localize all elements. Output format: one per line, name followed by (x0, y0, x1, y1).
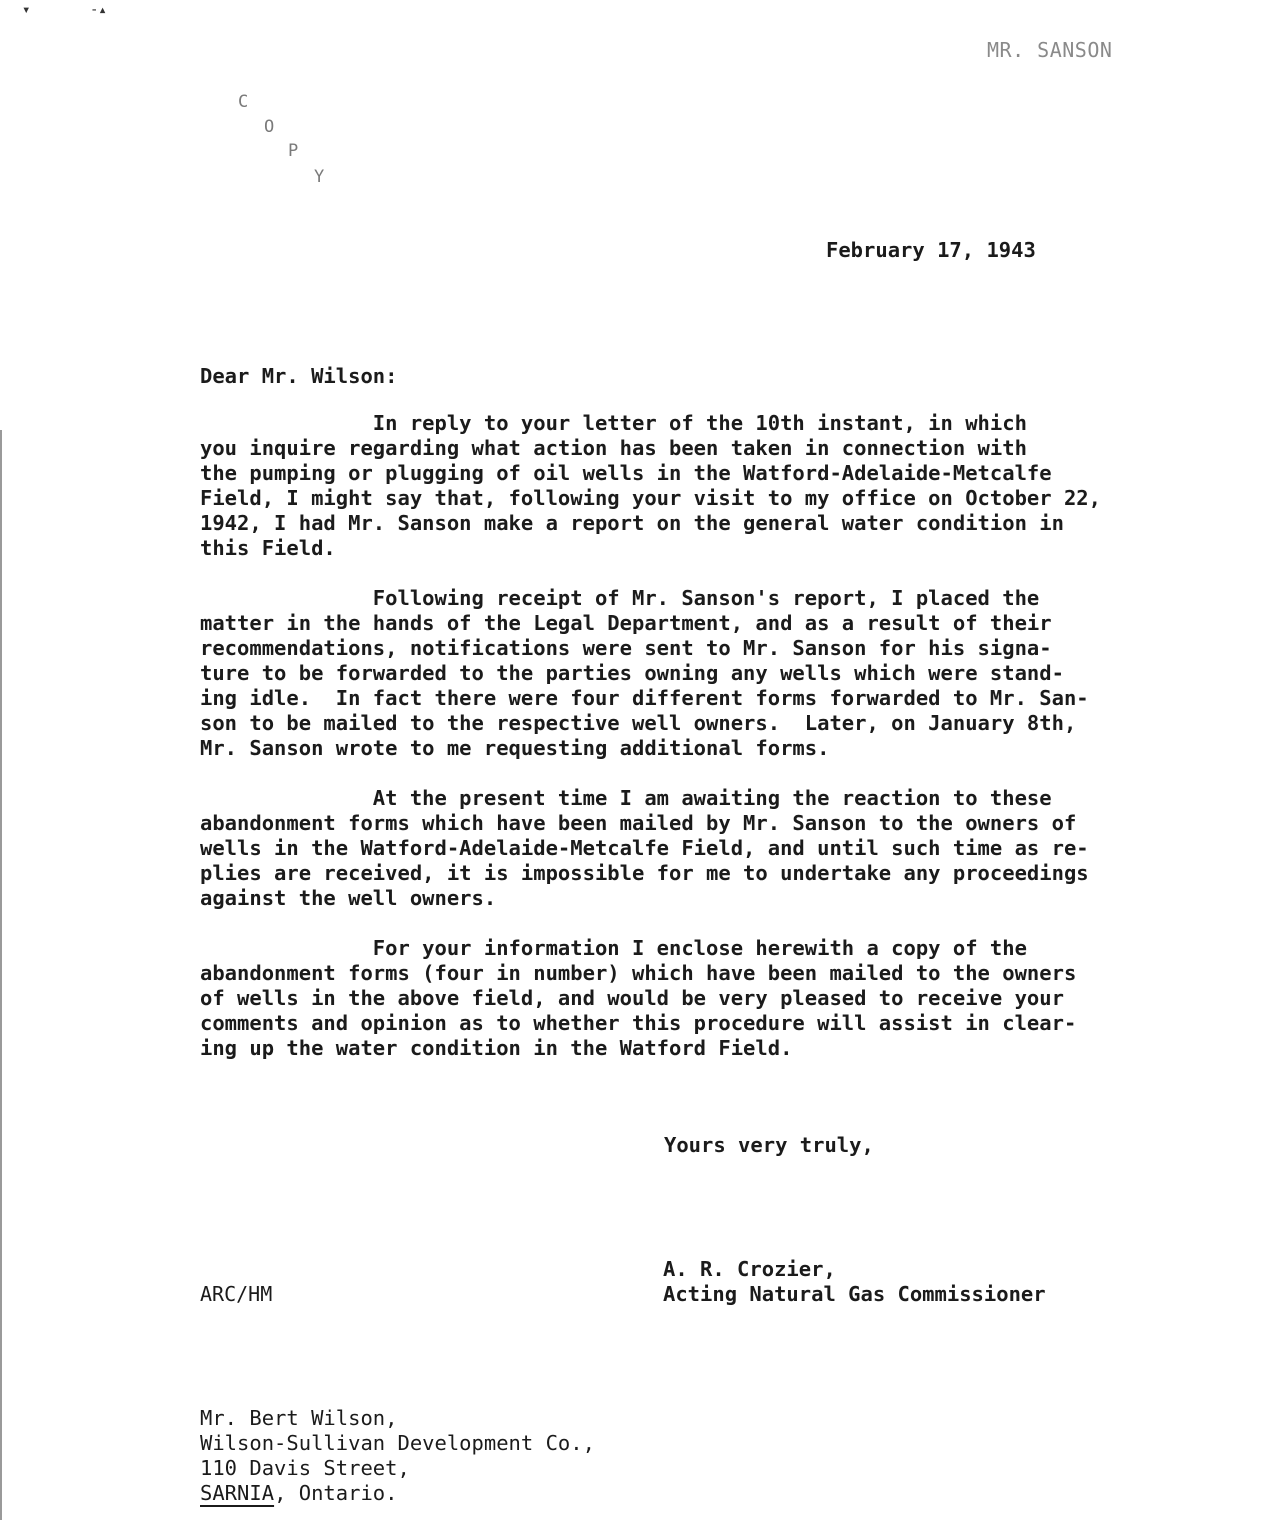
paragraph-line: Following receipt of Mr. Sanson's report, I placed the (200, 586, 1040, 610)
recipient-province: , Ontario. (274, 1481, 398, 1505)
recipient-name: Mr. Bert Wilson, (200, 1406, 398, 1430)
routing-stamp: MR. SANSON (987, 38, 1113, 62)
paragraph-line: the pumping or plugging of oil wells in the Watford-Adelaide-Metcalfe (200, 461, 1052, 485)
paragraph-line: abandonment forms (four in number) which have been mailed to the owners (200, 961, 1077, 985)
paragraph-line: ture to be forwarded to the parties owning any wells which were stand- (200, 661, 1064, 685)
scan-mark: -▴ (90, 2, 107, 18)
copy-mark-letter: Y (314, 167, 325, 187)
body-paragraph (200, 936, 1120, 1061)
body-paragraph (200, 586, 1120, 761)
copy-mark-letter: C (238, 92, 249, 112)
recipient-street: 110 Davis Street, (200, 1456, 410, 1480)
paragraph-line: At the present time I am awaiting the reaction to these (200, 786, 1052, 810)
paragraph-line: ing up the water condition in the Watford Field. (200, 1036, 793, 1060)
scan-mark: ▾ (22, 2, 31, 18)
paragraph-line: In reply to your letter of the 10th instant, in which (200, 411, 1027, 435)
paragraph-line: 1942, I had Mr. Sanson make a report on the general water condition in (200, 511, 1064, 535)
paragraph-line: you inquire regarding what action has been taken in connection with (200, 436, 1027, 460)
paragraph-line: For your information I enclose herewith a copy of the (200, 936, 1027, 960)
paragraph-line: plies are received, it is impossible for me to undertake any proceedings (200, 861, 1089, 885)
paragraph-line: against the well owners. (200, 886, 497, 910)
recipient-city-line (200, 1481, 595, 1506)
paragraph-line: Field, I might say that, following your visit to my office on October 22, (200, 486, 1101, 510)
paragraph-line: ing idle. In fact there were four different forms forwarded to Mr. San- (200, 686, 1089, 710)
body-paragraph (200, 411, 1120, 561)
paragraph-line: son to be mailed to the respective well owners. Later, on January 8th, (200, 711, 1077, 735)
reference-initials: ARC/HM (200, 1282, 273, 1306)
recipient-company: Wilson-Sullivan Development Co., (200, 1431, 595, 1455)
recipient-address (200, 1406, 595, 1506)
scan-edge-line (0, 430, 2, 1520)
paragraph-line: Mr. Sanson wrote to me requesting additional forms. (200, 736, 830, 760)
paragraph-line: abandonment forms which have been mailed by Mr. Sanson to the owners of (200, 811, 1077, 835)
paragraph-line: matter in the hands of the Legal Department, and as a result of their (200, 611, 1052, 635)
paragraph-line: recommendations, notifications were sent to Mr. Sanson for his signa- (200, 636, 1052, 660)
copy-mark-letter: O (264, 117, 275, 137)
body-paragraph (200, 786, 1120, 911)
paragraph-line: comments and opinion as to whether this procedure will assist in clear- (200, 1011, 1077, 1035)
copy-mark-letter: P (288, 141, 299, 161)
salutation: Dear Mr. Wilson: (200, 364, 398, 388)
paragraph-line: this Field. (200, 536, 336, 560)
signatory-name: A. R. Crozier, (663, 1257, 836, 1281)
paragraph-line: wells in the Watford-Adelaide-Metcalfe Field, and until such time as re- (200, 836, 1089, 860)
recipient-city: SARNIA (200, 1481, 275, 1505)
paragraph-line: of wells in the above field, and would be very pleased to receive your (200, 986, 1064, 1010)
signatory-title: Acting Natural Gas Commissioner (663, 1282, 1046, 1306)
complimentary-close: Yours very truly, (664, 1133, 874, 1157)
letter-date: February 17, 1943 (826, 238, 1036, 262)
